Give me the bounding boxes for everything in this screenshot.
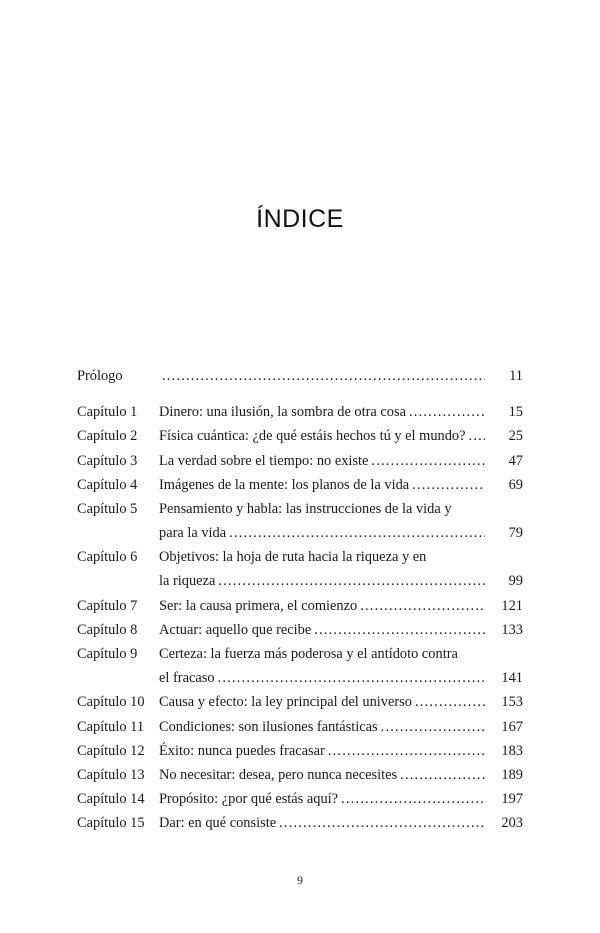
toc-entry bbox=[159, 497, 488, 521]
dot-leader bbox=[400, 763, 485, 787]
dot-leader bbox=[229, 521, 485, 545]
toc-label: Capítulo 1 bbox=[77, 404, 138, 421]
toc-entry bbox=[159, 521, 488, 545]
toc-entry bbox=[159, 569, 488, 593]
dot-leader bbox=[328, 739, 485, 763]
toc-row-chapter bbox=[77, 763, 523, 787]
toc-entry-text: Éxito: nunca puedes fracasar bbox=[159, 742, 325, 759]
toc-row-continuation bbox=[77, 521, 523, 545]
toc-row-chapter bbox=[77, 545, 523, 569]
toc-page-number: 79 bbox=[508, 525, 523, 542]
toc-entry bbox=[159, 811, 488, 835]
toc-row-chapter bbox=[77, 642, 523, 666]
page-number: 9 bbox=[297, 873, 303, 887]
toc-entry-text: el fracaso bbox=[159, 670, 215, 687]
dot-leader bbox=[218, 666, 485, 690]
toc-row-chapter bbox=[77, 618, 523, 642]
toc-entry bbox=[159, 666, 488, 690]
toc-page-number: 153 bbox=[501, 694, 523, 711]
toc-row-chapter bbox=[77, 594, 523, 618]
toc-row-prologue bbox=[77, 364, 523, 388]
dot-leader bbox=[412, 473, 485, 497]
toc-entry bbox=[159, 424, 488, 448]
toc-entry bbox=[159, 594, 488, 618]
toc-label: Capítulo 4 bbox=[77, 476, 138, 493]
dot-leader bbox=[162, 364, 485, 388]
toc-entry bbox=[159, 715, 488, 739]
toc-label: Capítulo 3 bbox=[77, 452, 138, 469]
toc-entry-text: No necesitar: desea, pero nunca necesites bbox=[159, 766, 398, 783]
toc-entry-text: Dinero: una ilusión, la sombra de otra cosa bbox=[159, 404, 406, 421]
toc-entry bbox=[159, 545, 488, 569]
toc-page-number: 25 bbox=[508, 428, 523, 445]
toc-entry-text: Física cuántica: ¿de qué estáis hechos tú y el mundo? bbox=[159, 428, 466, 445]
toc-entry bbox=[159, 400, 488, 424]
toc-entry-text: Dar: en qué consiste bbox=[159, 815, 277, 832]
toc-label: Capítulo 7 bbox=[77, 597, 138, 614]
dot-leader bbox=[314, 618, 485, 642]
toc-page-number: 121 bbox=[501, 597, 523, 614]
toc-row-chapter bbox=[77, 715, 523, 739]
toc-label: Capítulo 10 bbox=[77, 694, 145, 711]
toc-row-chapter bbox=[77, 400, 523, 424]
toc-page-number: 15 bbox=[508, 404, 523, 421]
toc-label: Capítulo 5 bbox=[77, 500, 138, 517]
toc-row-continuation bbox=[77, 570, 523, 594]
toc-entry-text: Condiciones: son ilusiones fantásticas bbox=[159, 718, 378, 735]
toc-row-chapter bbox=[77, 811, 523, 835]
toc-entry-text: Pensamiento y habla: las instrucciones de la vida y bbox=[159, 500, 452, 517]
toc-label: Capítulo 15 bbox=[77, 815, 145, 832]
toc-page-number: 197 bbox=[501, 791, 523, 808]
dot-leader bbox=[218, 569, 485, 593]
toc-page-number: 167 bbox=[501, 718, 523, 735]
toc-row-chapter bbox=[77, 424, 523, 448]
page-title: ÍNDICE bbox=[256, 205, 344, 233]
toc-label: Prólogo bbox=[77, 367, 123, 384]
toc-label: Capítulo 11 bbox=[77, 718, 145, 735]
toc-entry bbox=[159, 739, 488, 763]
toc-row-chapter bbox=[77, 787, 523, 811]
toc-entry bbox=[159, 473, 488, 497]
toc-label: Capítulo 14 bbox=[77, 791, 145, 808]
dot-leader bbox=[341, 787, 485, 811]
dot-leader bbox=[415, 690, 485, 714]
toc-entry bbox=[159, 364, 488, 388]
toc-row-continuation bbox=[77, 666, 523, 690]
toc-page-number: 47 bbox=[508, 452, 523, 469]
toc-entry bbox=[159, 763, 488, 787]
toc-label: Capítulo 13 bbox=[77, 766, 145, 783]
toc-label: Capítulo 12 bbox=[77, 742, 145, 759]
dot-leader bbox=[409, 400, 485, 424]
toc-entry-text: para la vida bbox=[159, 525, 227, 542]
toc-entry-text: La verdad sobre el tiempo: no existe bbox=[159, 452, 369, 469]
dot-leader bbox=[469, 424, 485, 448]
toc-spacer bbox=[77, 388, 523, 400]
toc-label: Capítulo 8 bbox=[77, 621, 138, 638]
toc-page-number: 141 bbox=[501, 670, 523, 687]
dot-leader bbox=[381, 715, 485, 739]
toc-entry bbox=[159, 618, 488, 642]
toc-entry-text: Causa y efecto: la ley principal del universo bbox=[159, 694, 412, 711]
toc-entry-text: Objetivos: la hoja de ruta hacia la riqueza y en bbox=[159, 549, 427, 566]
toc-label: Capítulo 9 bbox=[77, 646, 138, 663]
toc-entry bbox=[159, 690, 488, 714]
toc-page-number: 183 bbox=[501, 742, 523, 759]
toc-entry bbox=[159, 449, 488, 473]
toc-entry-text: Certeza: la fuerza más poderosa y el antídoto contra bbox=[159, 646, 458, 663]
toc-row-chapter bbox=[77, 449, 523, 473]
dot-leader bbox=[279, 811, 485, 835]
toc-entry bbox=[159, 642, 488, 666]
toc-entry-text: Ser: la causa primera, el comienzo bbox=[159, 597, 358, 614]
toc-entry-text: Actuar: aquello que recibe bbox=[159, 621, 312, 638]
toc-label: Capítulo 6 bbox=[77, 549, 138, 566]
toc-page-number: 69 bbox=[508, 476, 523, 493]
toc-page-number: 133 bbox=[501, 621, 523, 638]
toc-page-number: 203 bbox=[501, 815, 523, 832]
dot-leader bbox=[360, 594, 485, 618]
toc-row-chapter bbox=[77, 473, 523, 497]
toc-row-chapter bbox=[77, 690, 523, 714]
toc-page-number: 99 bbox=[508, 573, 523, 590]
toc-page-number: 11 bbox=[509, 367, 523, 384]
toc-entry-text: la riqueza bbox=[159, 573, 216, 590]
toc-entry-text: Imágenes de la mente: los planos de la vida bbox=[159, 476, 410, 493]
dot-leader bbox=[371, 449, 485, 473]
toc-entry bbox=[159, 787, 488, 811]
toc-page-number: 189 bbox=[501, 766, 523, 783]
toc-label: Capítulo 2 bbox=[77, 428, 138, 445]
toc-entry-text: Propósito: ¿por qué estás aquí? bbox=[159, 791, 339, 808]
toc-row-chapter bbox=[77, 739, 523, 763]
table-of-contents bbox=[77, 364, 523, 836]
toc-row-chapter bbox=[77, 497, 523, 521]
